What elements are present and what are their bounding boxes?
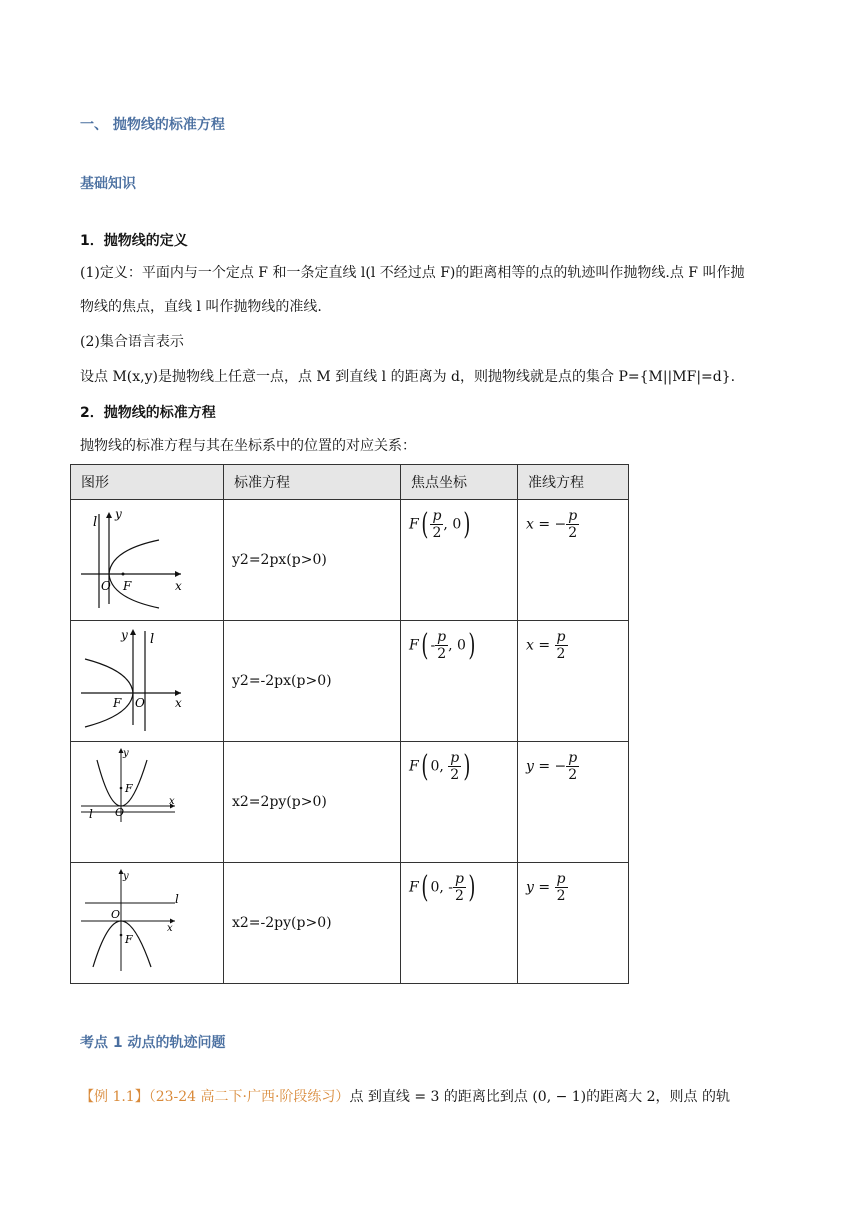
parabola-down-graph [71,863,223,979]
label-y: y [115,507,122,521]
section-title: 一、 抛物线的标准方程 [80,117,225,133]
set-language-heading: (2)集合语言表示 [80,334,184,350]
graph-cell [71,742,224,863]
label-focus: F [125,933,133,946]
label-focus: F [125,782,133,795]
basic-knowledge-heading: 基础知识 [80,176,136,192]
focus-cell: F( 0, - $\frac{p}{2}$ ) [401,863,518,984]
header-focus: 焦点坐标 [401,465,518,500]
standard-equation-table [70,464,629,984]
table-row [71,500,629,621]
focus-cell: F( 0, $\frac{p}{2}$ ) [401,742,518,863]
directrix-cell: x = $\frac{p}{2}$ [518,621,629,742]
standard-equation-heading: 2．抛物线的标准方程 [80,405,216,421]
graph-cell [71,863,224,984]
header-equation: 标准方程 [224,465,401,500]
label-l: l [175,892,179,906]
graph-cell [71,621,224,742]
label-x: x [175,696,182,710]
label-focus: F [113,696,122,710]
label-y: y [123,871,129,882]
directrix-cell: y = $\frac{p}{2}$ [518,863,629,984]
label-focus: F [123,579,132,593]
standard-equation-intro: 抛物线的标准方程与其在坐标系中的位置的对应关系： [80,438,416,454]
equation-cell: x2=-2py(p>0) [224,863,401,984]
label-l: l [89,807,93,821]
equation-cell: y2=2px(p>0) [224,500,401,621]
set-language-line: 设点 M(x,y)是抛物线上任意一点，点 M 到直线 l 的距离为 d，则抛物线就是点的集合 P={M||MF|=d}. [80,369,736,385]
definition-heading: 1．抛物线的定义 [80,233,188,249]
label-y: y [123,748,129,759]
example-text: 点 到直线 = 3 的距离比到点 (0, − 1)的距离大 2，则点 的轨 [349,1089,730,1105]
label-origin: O [111,908,121,921]
label-origin: O [101,579,111,593]
table-header-row [71,465,629,500]
table-row [71,621,629,742]
parabola-up-graph [71,742,223,858]
equation-cell: x2=2py(p>0) [224,742,401,863]
header-graph: 图形 [71,465,224,500]
table-row [71,742,629,863]
focus-cell: F( $\frac{p}{2}$ , 0) [401,500,518,621]
label-l: l [93,515,98,530]
label-x: x [167,923,173,934]
parabola-left-graph [71,621,223,737]
label-origin: O [115,806,125,819]
example-line [80,1087,730,1107]
table-row [71,863,629,984]
example-tag: 【例 1.1】 [80,1089,149,1105]
directrix-cell: x = − $\frac{p}{2}$ [518,500,629,621]
equation-cell: y2=-2px(p>0) [224,621,401,742]
parabola-right-graph [71,500,223,616]
kaodian-title: 考点 1 动点的轨迹问题 [80,1035,226,1051]
example-source: （23-24 高二下·广西·阶段练习） [148,1089,350,1105]
graph-cell [71,500,224,621]
definition-line-2: 物线的焦点，直线 l 叫作抛物线的准线. [80,299,322,315]
label-l: l [150,632,155,647]
label-x: x [175,579,182,593]
label-x: x [169,796,175,807]
directrix-cell: y = − $\frac{p}{2}$ [518,742,629,863]
definition-line-1: (1)定义：平面内与一个定点 F 和一条定直线 l(l 不经过点 F)的距离相等的点的轨迹叫作抛物线.点 F 叫作抛 [80,265,745,281]
header-directrix: 准线方程 [518,465,629,500]
label-origin: O [135,696,145,710]
label-y: y [121,628,128,642]
focus-cell: F( - $\frac{p}{2}$ , 0) [401,621,518,742]
